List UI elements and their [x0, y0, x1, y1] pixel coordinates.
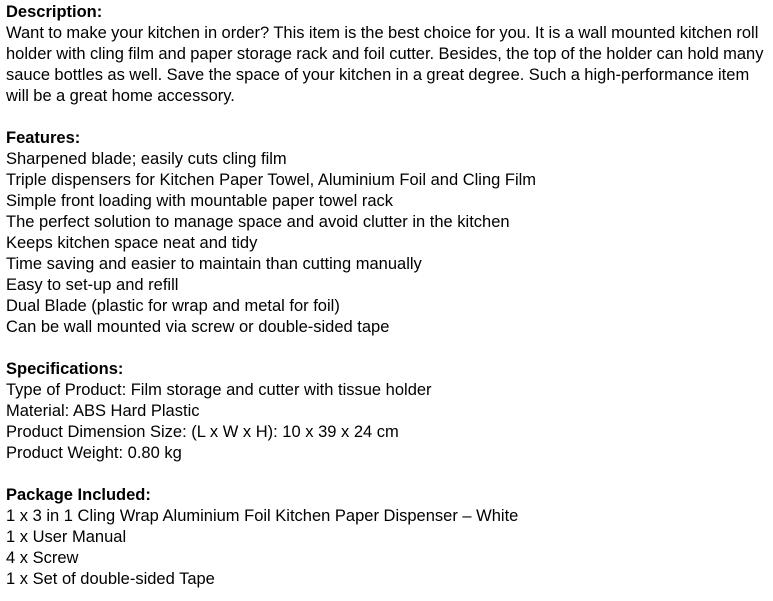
feature-item: The perfect solution to manage space and avoid clutter in the kitchen: [6, 213, 510, 231]
specifications-list: [6, 380, 767, 464]
specifications-heading: Specifications:: [6, 360, 124, 378]
package-item: 4 x Screw: [6, 549, 79, 567]
feature-item: Simple front loading with mountable paper towel rack: [6, 192, 394, 210]
features-heading: Features:: [6, 129, 81, 147]
features-list: [6, 149, 767, 338]
feature-item: Triple dispensers for Kitchen Paper Towel, Aluminium Foil and Cling Film: [6, 171, 537, 189]
feature-item: Time saving and easier to maintain than cutting manually: [6, 255, 422, 273]
description-section: [6, 2, 767, 107]
package-item: 1 x User Manual: [6, 528, 127, 546]
feature-item: Sharpened blade; easily cuts cling film: [6, 150, 287, 168]
package-section: [6, 485, 767, 590]
description-heading: Description:: [6, 3, 103, 21]
specification-item: Material: ABS Hard Plastic: [6, 402, 200, 420]
feature-item: Can be wall mounted via screw or double-sided tape: [6, 318, 390, 336]
features-section: [6, 128, 767, 338]
package-item: 1 x Set of double-sided Tape: [6, 570, 215, 588]
package-item: 1 x 3 in 1 Cling Wrap Aluminium Foil Kitchen Paper Dispenser – White: [6, 507, 519, 525]
specifications-section: [6, 359, 767, 464]
description-text: Want to make your kitchen in order? This item is the best choice for you. It is a wall mounted kitchen roll holder with cling film and paper storage rack and foil cutter. Besides, the top of the holder can hold many sauce bottles as well. Save the space of your kitchen in a great degree. Such a high-performance item will be a great home accessory.: [6, 24, 764, 105]
package-list: [6, 506, 767, 590]
specification-item: Product Dimension Size: (L x W x H): 10 x 39 x 24 cm: [6, 423, 399, 441]
specification-item: Type of Product: Film storage and cutter with tissue holder: [6, 381, 432, 399]
feature-item: Dual Blade (plastic for wrap and metal for foil): [6, 297, 340, 315]
feature-item: Easy to set-up and refill: [6, 276, 179, 294]
package-heading: Package Included:: [6, 486, 151, 504]
feature-item: Keeps kitchen space neat and tidy: [6, 234, 258, 252]
specification-item: Product Weight: 0.80 kg: [6, 444, 182, 462]
